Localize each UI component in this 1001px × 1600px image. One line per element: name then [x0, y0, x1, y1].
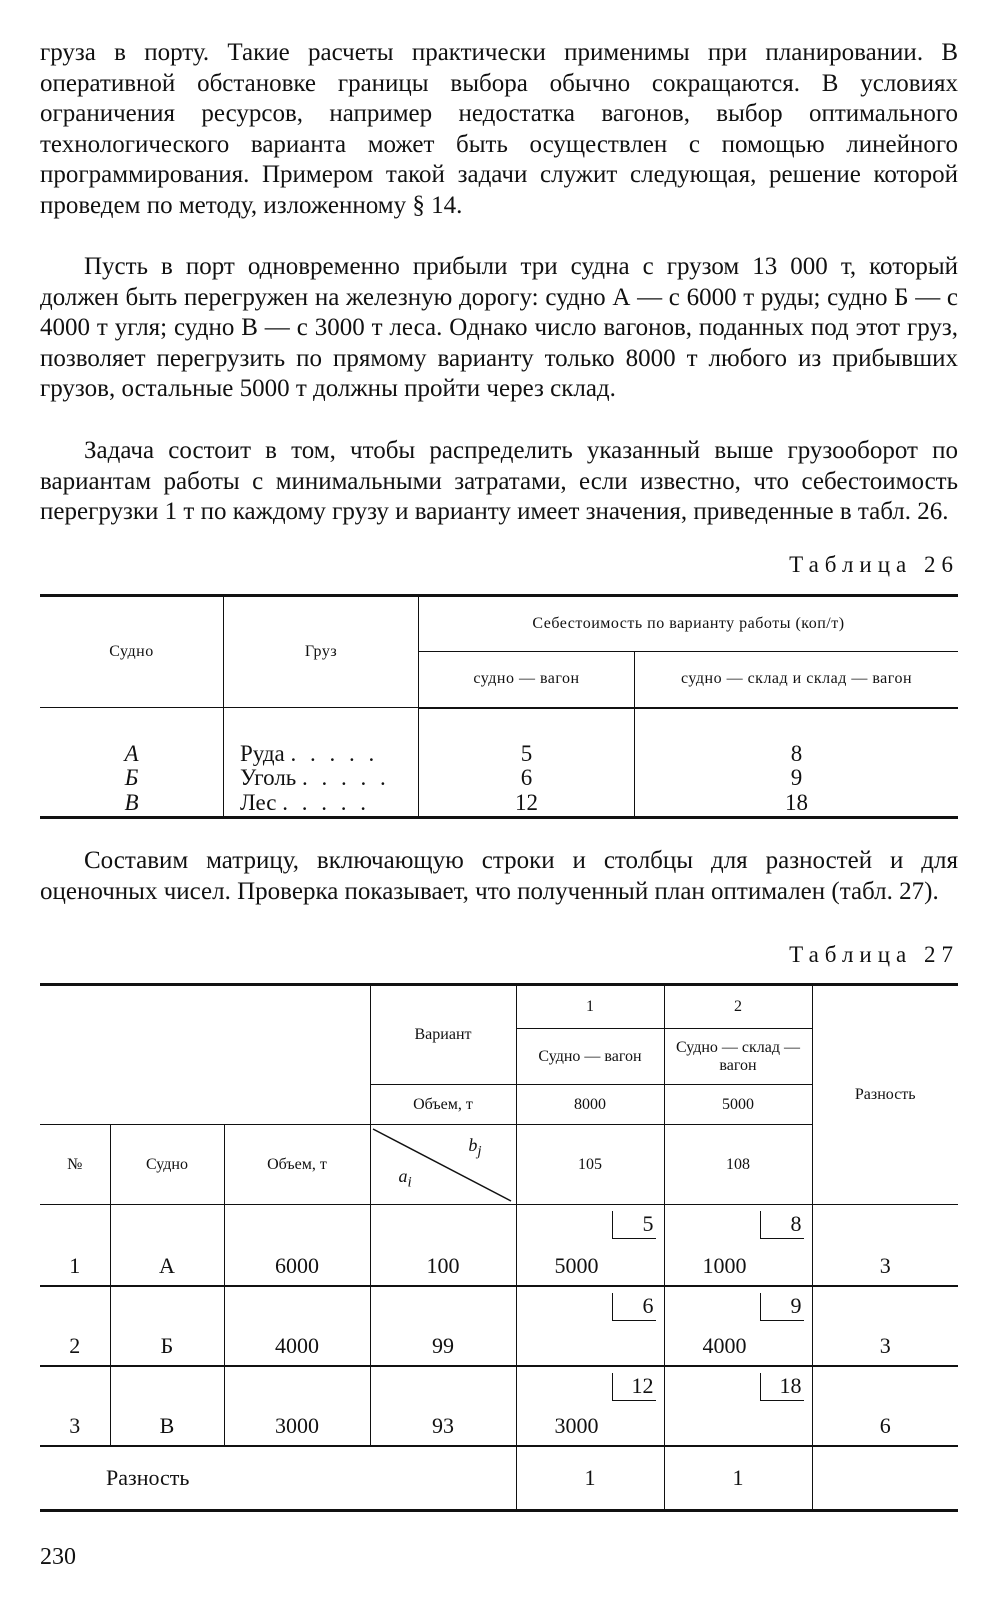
cost-box: 8 — [760, 1211, 804, 1239]
t27-ship: А — [110, 1205, 224, 1287]
t27-header-col2-volume: 5000 — [664, 1085, 812, 1125]
table-27 — [40, 983, 958, 1512]
diagonal-line — [371, 1125, 517, 1205]
t26-ship: Б — [40, 766, 224, 790]
t27-num: 3 — [40, 1366, 110, 1446]
t27-row — [40, 1205, 958, 1287]
t26-header-variant2: судно — склад и склад — вагон — [635, 652, 959, 708]
page-number: 230 — [40, 1544, 76, 1570]
t27-cell-c2 — [664, 1205, 812, 1287]
table-26-caption: Таблица 26 — [789, 552, 959, 577]
t26-header-cost-group: Себестоимость по варианту работы (коп/т) — [419, 596, 959, 652]
t27-header-volume-label: Объем, т — [370, 1085, 516, 1125]
t26-v2: 8 — [790, 740, 803, 766]
t26-cargo: Лес . . . . . — [224, 790, 419, 818]
t27-header-variant: Вариант — [370, 985, 516, 1085]
t26-cargo: Уголь . . . . . — [224, 766, 419, 790]
t27-header-col2-name: Судно — склад — вагон — [664, 1029, 812, 1085]
cost-box: 18 — [760, 1373, 804, 1401]
cost-box: 6 — [612, 1293, 656, 1321]
paragraph-2: Пусть в порт одновременно прибыли три судна с грузом 13 000 т, который должен быть перегружен на железную дорогу: судно А — с 6000 т руды; судно Б — с 4000 т угля; судно В — с 3000 т леса. Однако число вагонов, поданных под этот груз, позволяет перегрузить по прямому варианту только 8000 т любого из прибывших грузов, остальные 5000 т должны пройти через склад. — [40, 253, 958, 403]
t27-row — [40, 1286, 958, 1366]
t27-header-col1-volume: 8000 — [516, 1085, 664, 1125]
t27-a: 93 — [370, 1366, 516, 1446]
t26-row — [40, 742, 958, 766]
cell-value: 3000 — [554, 1413, 599, 1438]
t27-num: 1 — [40, 1205, 110, 1287]
t26-cargo: Руда . . . . . — [224, 742, 419, 766]
t27-diff: 3 — [879, 1333, 891, 1358]
cost-box: 9 — [760, 1293, 804, 1321]
paragraph-1: груза в порту. Такие расчеты практически применимы при планировании. В оперативной обстановке границы выбора обычно сокращаются. В условиях ограничения ресурсов, например недостатка вагонов, выбор оптимального технологического варианта может быть осуществлен с помощью линейного программирования. Примером такой задачи служит следующая, решение которой проведем по методу, изложенному § 14. — [40, 39, 958, 219]
t27-header-col1-num: 1 — [516, 985, 664, 1029]
t27-diff: 6 — [879, 1413, 891, 1438]
t27-header-col2-num: 2 — [664, 985, 812, 1029]
table-27-caption: Таблица 27 — [789, 942, 959, 967]
t26-v2: 18 — [785, 789, 808, 815]
t27-bj: $b_j$ — [468, 1135, 482, 1160]
t27-a: 100 — [370, 1205, 516, 1287]
t26-row — [40, 790, 958, 818]
t27-cell-c2 — [664, 1286, 812, 1366]
t27-header-ship: Судно — [110, 1125, 224, 1205]
t26-header-ship: Судно — [40, 596, 224, 708]
t27-header-diagonal — [370, 1125, 516, 1205]
t27-volume: 3000 — [224, 1366, 370, 1446]
t26-ship: В — [40, 790, 224, 818]
paragraph-3: Задача состоит в том, чтобы распределить указанный выше грузооборот по вариантам работы с минимальными затратами, если известно, что себестоимость перегрузки 1 т по каждому грузу и варианту имеет значения, приведенные в табл. 26. — [40, 437, 958, 526]
t27-footer-label: Разность — [40, 1446, 516, 1510]
t27-header-col1-name: Судно — вагон — [516, 1029, 664, 1085]
t27-ai: $a_i$ — [398, 1166, 412, 1191]
t27-cell-c1 — [516, 1205, 664, 1287]
t26-header-variant1: судно — вагон — [419, 652, 635, 708]
cell-value: 1000 — [702, 1253, 747, 1278]
t27-header-difference: Разность — [854, 1086, 916, 1103]
t26-row — [40, 766, 958, 790]
t26-ship: А — [40, 742, 224, 766]
t26-v1: 6 — [419, 766, 635, 790]
t27-header-col2-b: 108 — [664, 1125, 812, 1205]
cell-value: 4000 — [702, 1333, 747, 1358]
t27-ship: Б — [110, 1286, 224, 1366]
t27-header-volume: Объем, т — [224, 1125, 370, 1205]
t27-header-num: № — [40, 1125, 110, 1205]
t27-header-col1-b: 105 — [516, 1125, 664, 1205]
t26-v1: 12 — [419, 790, 635, 818]
cost-box: 5 — [612, 1211, 656, 1239]
t27-a: 99 — [370, 1286, 516, 1366]
t27-footer-row — [40, 1446, 958, 1510]
paragraph-4: Составим матрицу, включающую строки и столбцы для разностей и для оценочных чисел. Проверка показывает, что полученный план оптимален (табл. 27). — [40, 847, 958, 905]
t27-volume: 6000 — [224, 1205, 370, 1287]
t27-footer-c2: 1 — [664, 1446, 812, 1510]
cell-value: 5000 — [554, 1253, 599, 1278]
t27-diff: 3 — [879, 1253, 891, 1278]
t27-num: 2 — [40, 1286, 110, 1366]
table-26 — [40, 594, 958, 819]
t26-v2: 9 — [790, 764, 803, 790]
cost-box: 12 — [612, 1373, 656, 1401]
t27-volume: 4000 — [224, 1286, 370, 1366]
t27-row — [40, 1366, 958, 1446]
t26-header-cargo: Груз — [224, 596, 419, 708]
t27-cell-c1 — [516, 1366, 664, 1446]
t27-footer-c1: 1 — [516, 1446, 664, 1510]
t27-cell-c1 — [516, 1286, 664, 1366]
t27-ship: В — [110, 1366, 224, 1446]
t27-cell-c2 — [664, 1366, 812, 1446]
t26-v1: 5 — [419, 742, 635, 766]
